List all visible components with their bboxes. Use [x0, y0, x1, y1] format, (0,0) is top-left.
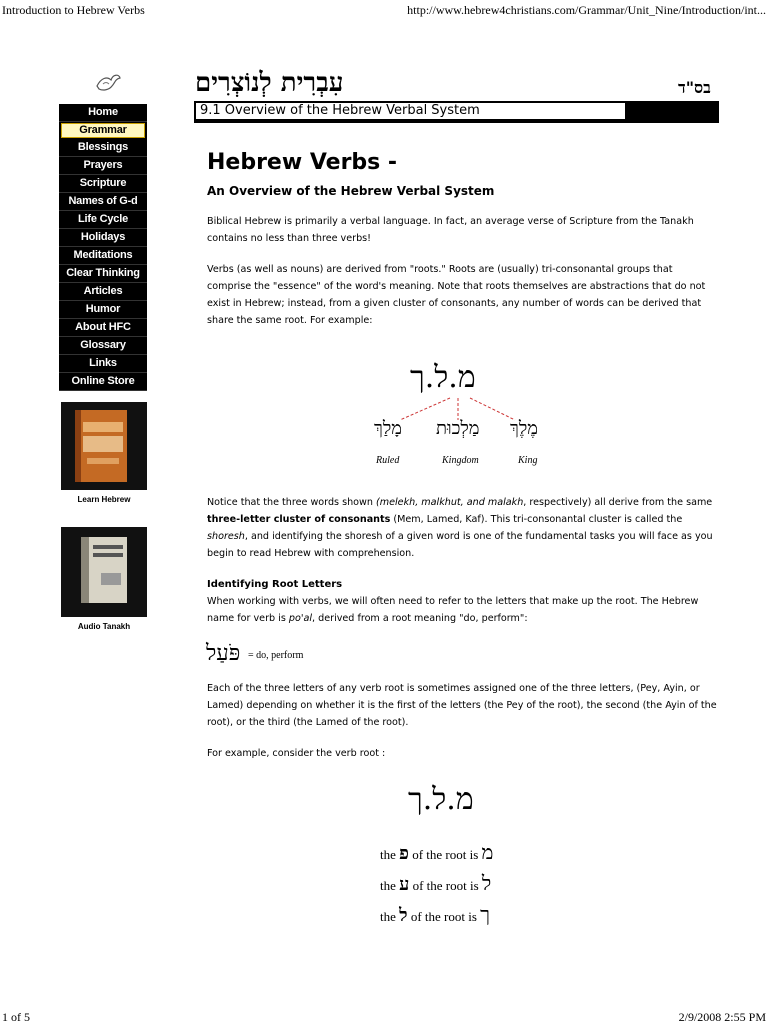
root-letters: מ.ל.ך	[410, 360, 476, 395]
nav-links[interactable]: Links	[59, 355, 147, 373]
learn-hebrew-book-image[interactable]	[61, 402, 147, 490]
paragraph-example: For example, consider the verb root :	[207, 748, 386, 759]
poal-gloss: = do, perform	[248, 650, 304, 661]
article-title: Hebrew Verbs -	[207, 150, 398, 175]
role-row-2: the ע of the root is ל	[380, 871, 492, 895]
paragraph-roots: Verbs (as well as nouns) are derived from "roots." Roots are (usually) tri-consonantal groups that comprise the "essence" of the word's meaning. Note that roots themselves are abstractions that do not exist in Hebrew; instead, from a given cluster of consonants, any number of words can be derived that share the same root. For example:	[207, 264, 706, 326]
dove-logo-icon[interactable]	[93, 70, 123, 96]
root-derivation-figure	[370, 360, 550, 472]
paragraph-intro: Biblical Hebrew is primarily a verbal language. In fact, an average verse of Scripture from the Tanakh contains no less than three verbs!	[207, 216, 694, 244]
nav-life-cycle[interactable]: Life Cycle	[59, 211, 147, 229]
example-root: מ.ל.ך	[408, 782, 474, 817]
nav-blessings[interactable]: Blessings	[59, 139, 147, 157]
print-footer	[0, 1010, 768, 1024]
root-letter-roles-figure	[380, 782, 540, 932]
nav-grammar[interactable]: Grammar	[61, 123, 145, 138]
poal-word: פֹּעַל	[206, 641, 241, 666]
paragraph-pey-ayin-lamed: Each of the three letters of any verb root is sometimes assigned one of the three letters, (Pey, Ayin, or Lamed) depending on whether it is the first of the letters (the Pey of the root), the second (the Ayin of the root), or the third (the Lamed of the root).	[207, 683, 717, 728]
nav-home[interactable]: Home	[59, 104, 147, 122]
learn-hebrew-caption[interactable]: Learn Hebrew	[77, 495, 131, 504]
section-bar	[194, 101, 719, 123]
heading-identifying-root-letters: Identifying Root Letters	[207, 579, 343, 590]
letters-block	[207, 680, 717, 762]
audio-tanakh-image[interactable]	[61, 527, 147, 617]
site-title-hebrew: עִבְרִית לְנוֹצְרִים	[195, 68, 344, 98]
gloss-kingdom: Kingdom	[442, 455, 479, 466]
nav-articles[interactable]: Articles	[59, 283, 147, 301]
nav-about-hfc[interactable]: About HFC	[59, 319, 147, 337]
word-ruled: מָלַךְ	[374, 418, 402, 439]
gloss-king: King	[518, 455, 538, 466]
page-count: 1 of 5	[2, 1010, 30, 1024]
print-timestamp: 2/9/2008 2:55 PM	[678, 1010, 766, 1024]
nav-prayers[interactable]: Prayers	[59, 157, 147, 175]
bsd-mark: בס"ד	[678, 78, 711, 97]
nav-clear-thinking[interactable]: Clear Thinking	[59, 265, 147, 283]
print-header	[0, 0, 768, 20]
nav-meditations[interactable]: Meditations	[59, 247, 147, 265]
paragraph-verb-name: When working with verbs, we will often need to refer to the letters that make up the root. The Hebrew name for verb is po'al, derived from a root meaning "do, perform":	[207, 596, 699, 624]
page-title: Introduction to Hebrew Verbs	[2, 3, 145, 17]
gloss-ruled: Ruled	[376, 455, 400, 466]
nav-glossary[interactable]: Glossary	[59, 337, 147, 355]
word-kingdom: מַלְכוּת	[436, 418, 480, 439]
notice-block	[207, 494, 717, 562]
nav-humor[interactable]: Humor	[59, 301, 147, 319]
role-row-1: the פ of the root is מ	[380, 840, 494, 864]
section-label: 9.1 Overview of the Hebrew Verbal System	[196, 103, 625, 119]
paragraph-notice: Notice that the three words shown (melekh, malkhut, and malakh, respectively) all derive from the same three-letter cluster of consonants (Mem, Lamed, Kaf). This tri-consonantal cluster is called the shoresh, and identifying the shoresh of a given word is one of the fundamental tasks you will face as you begin to read Hebrew with comprehension.	[207, 497, 713, 559]
nav-scripture[interactable]: Scripture	[59, 175, 147, 193]
word-king: מֶלֶךְ	[510, 418, 538, 439]
main-content	[207, 150, 717, 329]
nav-names-of-god[interactable]: Names of G-d	[59, 193, 147, 211]
nav-online-store[interactable]: Online Store	[59, 373, 147, 391]
sidebar-nav	[59, 104, 147, 391]
article-subtitle: An Overview of the Hebrew Verbal System	[207, 184, 495, 198]
page-url[interactable]: http://www.hebrew4christians.com/Grammar/Unit_Nine/Introduction/int...	[407, 3, 766, 17]
poal-figure	[206, 640, 346, 670]
role-row-3: the ל of the root is ך	[380, 902, 490, 926]
audio-tanakh-caption[interactable]: Audio Tanakh	[77, 622, 131, 631]
nav-holidays[interactable]: Holidays	[59, 229, 147, 247]
identifying-block	[207, 576, 717, 627]
